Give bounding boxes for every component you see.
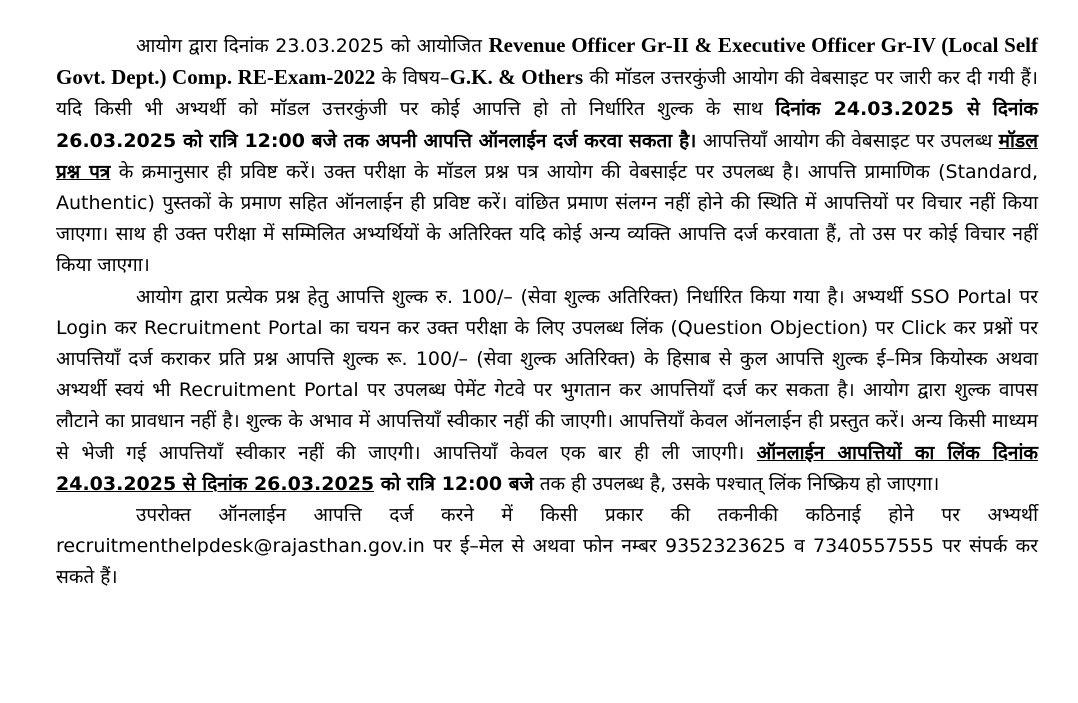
p1-text-1: आयोग द्वारा दिनांक 23.03.2025 को आयोजित xyxy=(136,35,489,57)
objection-deadline-time: को रात्रि 12:00 बजे xyxy=(374,472,534,495)
p2-text-2 xyxy=(744,442,757,464)
p3-text-4: पर संपर्क कर सकते हैं। xyxy=(56,535,1038,589)
model-question-paper-link[interactable]: मॉडल प्रश्न पत्र xyxy=(56,129,1038,183)
helpdesk-email-link[interactable]: recruitmenthelpdesk@rajasthan.gov.in xyxy=(56,535,425,558)
subject-name: G.K. & Others xyxy=(449,65,584,90)
paragraph-model-answer-key xyxy=(56,30,1038,282)
p1-text-7: आपत्तियाँ आयोग की वेबसाइट पर उपलब्ध xyxy=(696,129,999,152)
p1-text-3: के विषय– xyxy=(375,67,450,90)
p3-text-1: उपरोक्त ऑनलाईन आपत्ति दर्ज करने में किसी प्रकार की तकनीकी कठिनाई होने पर अभ्यर्थी xyxy=(136,504,1038,527)
phone-number-1: 9352323625 xyxy=(665,535,786,558)
online-objection-link-dates[interactable]: ऑनलाईन आपत्तियों का लिंक दिनांक 24.03.2025 से दिनांक 26.03.2025 xyxy=(56,441,1038,495)
p1-text-9: के क्रमानुसार ही प्रविष्ट करें। उक्त परीक्षा के मॉडल प्रश्न पत्र आयोग की वेबसाईट पर उपलब्ध है। आपत्ति प्रामाणिक (Standard, Authentic) पुस्तकों के प्रमाण सहित ऑनलाईन ही प्रविष्ट करें। वांछित प्रमाण संलग्न नहीं होने की स्थिति में आपत्तियों पर विचार नहीं किया जाएगा। साथ ही उक्त परीक्षा में सम्मिलित अभ्यर्थियों के अतिरिक्त यदि कोई अन्य व्यक्ति आपत्ति दर्ज करवाता हैं, तो उस पर कोई विचार नहीं किया जाएगा। xyxy=(56,160,1039,277)
p2-text-1: आयोग द्वारा प्रत्येक प्रश्न हेतु आपत्ति शुल्क रु. 100/– (सेवा शुल्क अतिरिक्त) निर्धारित किया गया है। अभ्यर्थी SSO Portal पर Login कर Recruitment Portal का चयन कर उक्त परीक्षा के लिए उपलब्ध लिंक (Question Objection) पर Click कर प्रश्नों पर आपत्तियाँ दर्ज कराकर प्रति प्रश्न आपत्ति शुल्क रू. 100/– (सेवा शुल्क अतिरिक्त) के हिसाब से कुल आपत्ति शुल्क ई–मित्र कियोस्क अथवा अभ्यर्थी स्वयं भी Recruitment Portal पर उपलब्ध पेमेंट गेटवे पर भुगतान कर आपत्तियाँ दर्ज कर सकता है। आयोग द्वारा शुल्क वापस लौटाने का प्रावधान नहीं है। शुल्क के अभाव में आपत्तियाँ स्वीकार नहीं की जाएगी। आपत्तियाँ केवल ऑनलाईन ही प्रस्तुत करें। अन्य किसी माध्यम से भेजी गई आपत्तियाँ स्वीकार नहीं की जाएगी। आपत्तियाँ केवल एक बार ही ली जाएगी। xyxy=(56,285,1038,464)
p3-text-3: व xyxy=(785,535,814,558)
phone-number-2: 7340557555 xyxy=(813,535,934,558)
exam-name: Revenue Officer Gr-II & Executive Officer Gr-IV (Local Self Govt. Dept.) Comp. RE-Exam-2022 xyxy=(56,33,1038,90)
p2-text-5: तक ही उपलब्ध है, उसके पश्चात् लिंक निष्क्रिय हो जाएगा। xyxy=(533,472,940,495)
objection-date-range: दिनांक 24.03.2025 से दिनांक 26.03.2025 को रात्रि 12:00 बजे तक अपनी आपत्ति ऑनलाईन दर्ज करवा सकता है। xyxy=(56,98,1038,152)
p3-text-2: पर ई–मेल से अथवा फोन नम्बर xyxy=(424,535,665,558)
paragraph-objection-fee xyxy=(56,282,1038,500)
p1-text-5: की मॉडल उत्तरकुंजी आयोग की वेबसाइट पर जारी कर दी गयी हैं। यदि किसी भी अभ्यर्थी को मॉडल उत्तरकुंजी पर कोई आपत्ति हो तो निर्धारित शुल्क के साथ xyxy=(56,67,1038,121)
paragraph-helpdesk xyxy=(56,500,1038,594)
